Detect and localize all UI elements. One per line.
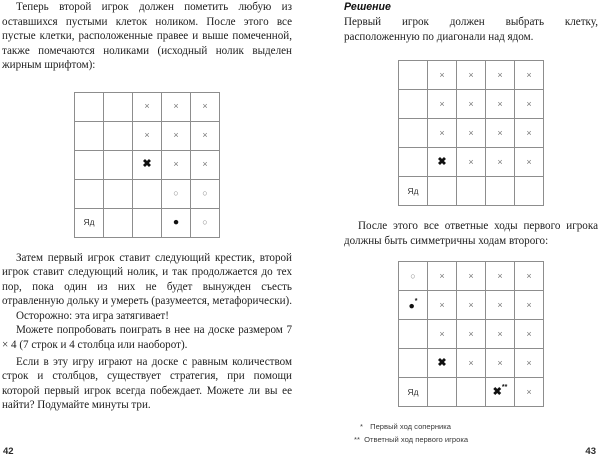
grid-cell[interactable] (428, 378, 457, 407)
paragraph-left-3: Осторожно: эта игра затягивает! (16, 309, 169, 322)
grid-cell[interactable] (457, 177, 486, 206)
table-row (399, 119, 544, 148)
grid-cell[interactable] (399, 349, 428, 378)
page-number-left: 42 (3, 446, 14, 457)
cross-bold-icon: ✖ (492, 386, 502, 399)
table-row (75, 92, 220, 121)
grid-cell-cross[interactable] (133, 92, 162, 121)
grid-cell-poison[interactable] (399, 177, 428, 206)
cross-icon: × (439, 328, 445, 339)
grid-cell-nought-bold[interactable] (162, 208, 191, 237)
poison-label: Яд (407, 185, 419, 196)
cross-icon: × (468, 299, 474, 310)
grid-cell-cross[interactable] (486, 90, 515, 119)
cross-icon: × (526, 98, 532, 109)
grid-cell-cross[interactable] (191, 121, 220, 150)
table-row (399, 61, 544, 90)
grid-cell[interactable] (399, 148, 428, 177)
cross-icon: × (526, 386, 532, 397)
grid-left-wrapper (2, 92, 292, 238)
nought-bold-icon: ● (172, 216, 180, 229)
cross-icon: × (468, 156, 474, 167)
grid-cell-cross[interactable] (486, 148, 515, 177)
footnote-item (354, 434, 598, 447)
grid-cell[interactable] (515, 177, 544, 206)
chomp-grid-right-2 (398, 261, 544, 407)
cross-icon: × (497, 328, 503, 339)
grid-cell-cross[interactable] (457, 148, 486, 177)
grid-cell-nought[interactable] (162, 179, 191, 208)
grid-cell-cross[interactable] (457, 262, 486, 291)
grid-cell[interactable] (399, 61, 428, 90)
nought-icon: ○ (202, 188, 208, 199)
grid-cell-cross[interactable] (457, 291, 486, 320)
cross-icon: × (526, 127, 532, 138)
chomp-grid-right-1 (398, 60, 544, 206)
footnote-marker-one: * (414, 297, 418, 305)
cross-icon: × (497, 69, 503, 80)
footnote-list (344, 421, 598, 446)
grid-cell-cross[interactable] (428, 61, 457, 90)
cross-icon: × (439, 299, 445, 310)
cross-icon: × (173, 130, 179, 141)
table-row (75, 121, 220, 150)
grid-cell-cross-bold[interactable] (428, 349, 457, 378)
grid-cell[interactable] (75, 150, 104, 179)
cross-icon: × (526, 270, 532, 281)
cross-icon: × (497, 156, 503, 167)
table-row (399, 262, 544, 291)
cross-icon: × (526, 69, 532, 80)
grid-cell-cross[interactable] (515, 291, 544, 320)
grid-cell-cross[interactable] (457, 61, 486, 90)
grid-cell-cross[interactable] (515, 378, 544, 407)
cross-icon: × (497, 299, 503, 310)
paragraph-left-1: Теперь второй игрок должен пометить любую из оставшихся пустыми клеток ноликом. После этого все пустые клетки, расположенные правее и выше помеченной, также помечаются ноликами (исходный нолик выделен жирным шрифтом): (2, 1, 292, 72)
grid-cell-cross[interactable] (515, 148, 544, 177)
table-row (399, 291, 544, 320)
poison-label: Яд (407, 386, 419, 397)
grid-cell[interactable] (399, 90, 428, 119)
paragraph-left-5: Если в эту игру играют на доске с равным количеством строк и столбцов, существует стратегия, при помощи которой первый игрок всегда побеждает. Можете ли вы ее найти? Подумайте минуты три. (2, 355, 292, 412)
grid-cell-cross[interactable] (486, 320, 515, 349)
grid-cell-nought-bold-marked[interactable] (399, 291, 428, 320)
grid-cell-cross[interactable] (428, 119, 457, 148)
cross-icon: × (497, 357, 503, 368)
grid-cell-cross[interactable] (457, 349, 486, 378)
nought-icon: ○ (410, 270, 416, 281)
grid-cell[interactable] (428, 177, 457, 206)
grid-cell-cross-bold-marked[interactable] (486, 378, 515, 407)
grid-cell-cross[interactable] (457, 119, 486, 148)
cross-icon: × (173, 159, 179, 170)
grid-cell[interactable] (399, 320, 428, 349)
grid-cell-cross[interactable] (486, 119, 515, 148)
grid-cell-cross[interactable] (515, 349, 544, 378)
grid-cell-poison[interactable] (75, 208, 104, 237)
paragraph-left-2: Затем первый игрок ставит следующий крестик, второй игрок ставит следующий нолик, и так продолжается до тех пор, пока один из них не будет вынужден съесть отравленную дольку и умереть (разумеется, метафорически). (2, 251, 292, 308)
grid-cell[interactable] (457, 378, 486, 407)
footnote-text: Ответный ход первого игрока (364, 434, 469, 444)
grid-cell-cross[interactable] (515, 119, 544, 148)
grid-cell[interactable] (399, 119, 428, 148)
cross-icon: × (202, 159, 208, 170)
cross-bold-icon: ✖ (437, 155, 447, 168)
poison-label: Яд (83, 217, 95, 228)
nought-icon: ○ (173, 188, 179, 199)
cross-icon: × (468, 270, 474, 281)
grid-cell-cross-bold[interactable] (428, 148, 457, 177)
table-row (399, 177, 544, 206)
cross-icon: × (439, 69, 445, 80)
grid-cell-cross[interactable] (191, 92, 220, 121)
grid-cell-cross[interactable] (515, 320, 544, 349)
cross-icon: × (439, 270, 445, 281)
page-right (300, 0, 600, 466)
paragraph-right-1: Первый игрок должен выбрать клетку, расположенную по диагонали над ядом. (344, 16, 598, 43)
cross-icon: × (497, 98, 503, 109)
grid-cell-cross[interactable] (191, 150, 220, 179)
grid-cell[interactable] (133, 179, 162, 208)
grid-cell[interactable] (75, 92, 104, 121)
cross-icon: × (173, 101, 179, 112)
grid-cell-cross[interactable] (515, 262, 544, 291)
table-row (75, 179, 220, 208)
grid-cell[interactable] (75, 179, 104, 208)
grid-cell-cross[interactable] (162, 92, 191, 121)
grid-cell-cross[interactable] (486, 262, 515, 291)
grid-right-1-wrapper (344, 60, 598, 206)
grid-cell[interactable] (104, 150, 133, 179)
cross-icon: × (526, 357, 532, 368)
paragraph-right-2: После этого все ответные ходы первого игрока должны быть симметричны ходам второго: (344, 220, 598, 247)
cross-icon: × (497, 127, 503, 138)
grid-cell-cross[interactable] (162, 150, 191, 179)
cross-icon: × (468, 127, 474, 138)
grid-cell-cross[interactable] (515, 90, 544, 119)
cross-icon: × (439, 127, 445, 138)
grid-cell[interactable] (104, 179, 133, 208)
cross-icon: × (468, 328, 474, 339)
grid-cell-poison[interactable] (399, 378, 428, 407)
grid-cell[interactable] (104, 121, 133, 150)
footnote-item (360, 421, 598, 434)
cross-icon: × (468, 69, 474, 80)
grid-cell-nought[interactable] (191, 208, 220, 237)
nought-bold-icon: ● (408, 299, 415, 312)
cross-icon: × (468, 98, 474, 109)
cross-icon: × (468, 357, 474, 368)
cross-icon: × (144, 101, 150, 112)
cross-bold-icon: ✖ (437, 356, 447, 369)
table-row (399, 148, 544, 177)
paragraph-left-4: Можете попробовать поиграть в нее на доске размером 7 × 4 (7 строк и 4 столбца или наоборот). (2, 324, 292, 352)
table-row (399, 378, 544, 407)
cross-icon: × (202, 130, 208, 141)
cross-icon: × (526, 156, 532, 167)
cross-icon: × (526, 328, 532, 339)
grid-cell-nought[interactable] (399, 262, 428, 291)
footnote-marker-two: ** (501, 384, 508, 392)
grid-cell[interactable] (133, 208, 162, 237)
cross-icon: × (202, 101, 208, 112)
grid-cell-cross[interactable] (486, 349, 515, 378)
grid-cell[interactable] (104, 92, 133, 121)
grid-cell-cross[interactable] (428, 320, 457, 349)
grid-cell-cross[interactable] (457, 90, 486, 119)
cross-icon: × (526, 299, 532, 310)
table-row (399, 320, 544, 349)
grid-cell-cross[interactable] (428, 262, 457, 291)
table-row (75, 208, 220, 237)
table-row (75, 150, 220, 179)
grid-cell-cross[interactable] (457, 320, 486, 349)
section-heading: Решение (344, 1, 391, 13)
grid-cell-cross[interactable] (428, 291, 457, 320)
grid-cell-cross[interactable] (486, 61, 515, 90)
grid-right-2-wrapper (344, 261, 598, 407)
footnote-mark: * (360, 422, 363, 432)
cross-icon: × (497, 270, 503, 281)
page-number-right: 43 (585, 446, 596, 457)
grid-cell-cross-bold[interactable] (133, 150, 162, 179)
grid-cell-cross[interactable] (162, 121, 191, 150)
grid-cell[interactable] (75, 121, 104, 150)
chomp-grid-left (74, 92, 220, 238)
grid-cell[interactable] (486, 177, 515, 206)
nought-icon: ○ (202, 217, 208, 228)
grid-cell-cross[interactable] (133, 121, 162, 150)
grid-cell-cross[interactable] (428, 90, 457, 119)
grid-cell-cross[interactable] (486, 291, 515, 320)
footnote-text: Первый ход соперника (370, 422, 451, 432)
table-row (399, 90, 544, 119)
table-row (399, 349, 544, 378)
cross-bold-icon: ✖ (142, 158, 152, 171)
cross-icon: × (439, 98, 445, 109)
grid-cell-nought[interactable] (191, 179, 220, 208)
grid-cell[interactable] (104, 208, 133, 237)
cross-icon: × (144, 130, 150, 141)
grid-cell-cross[interactable] (515, 61, 544, 90)
footnote-mark: ** (354, 434, 360, 444)
